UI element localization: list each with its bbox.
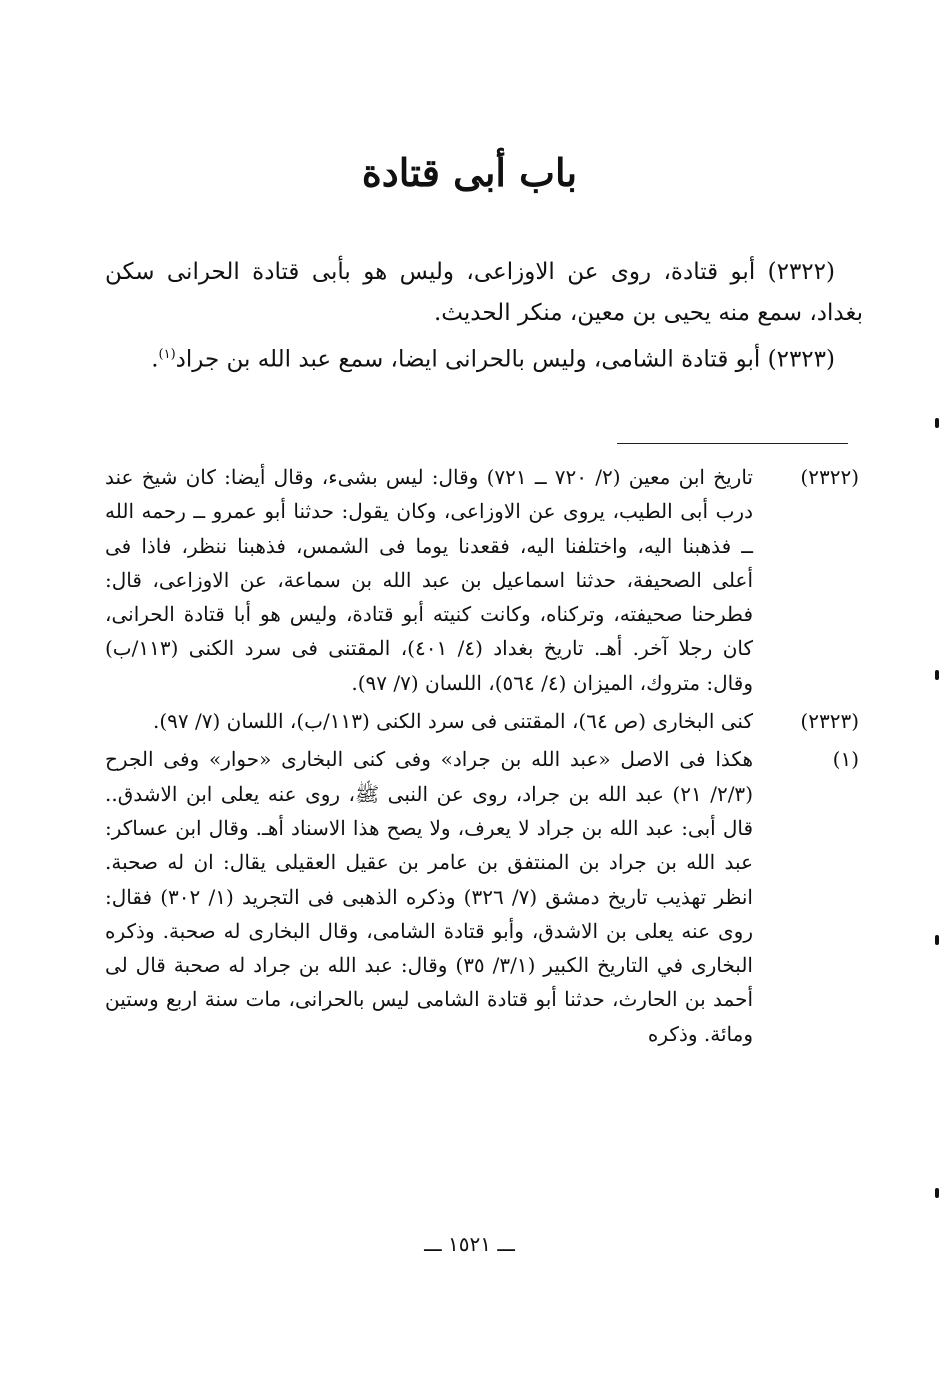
footnote-reference[interactable]: (١): [158, 347, 176, 362]
page-number: ـــ ١٥٢١ ـــ: [424, 1232, 515, 1256]
main-text: [105, 252, 863, 381]
footnote-1: [105, 742, 863, 1051]
scan-edge-mark: [935, 670, 939, 680]
page-title: باب أبى قتادة: [361, 150, 578, 195]
footnote-text: تاريخ ابن معين (٢/ ٧٢٠ ــ ٧٢١) وقال: ليس بشىء، وقال أيضا: كان شيخ عند درب أبى الطيب، يروى عن الاوزاعى، وكان يقول: حدثنا أبو عمرو ــ رحمه الله ــ فذهبنا اليه، واختلفنا اليه، فقعدنا يوما فى الشمس، فذهبنا ننظر، فاذا فى أعلى الصحيفة، حدثنا اسماعيل بن عبد الله بن سماعة، عن الاوزاعى، قال: فطرحنا صحيفته، وتركناه، وكانت كنيته أبو قتادة، وليس هو أبا قتادة الحرانى، كان رجلا آخر. أهـ. تاريخ بغداد (٤/ ٤٠١)، المقتنى فى سرد الكنى (١١٣/ب) وقال: متروك، الميزان (٤/ ٥٦٤)، اللسان (٧/ ٩٧).: [105, 465, 754, 695]
footnote-number: (١): [832, 747, 859, 772]
footnote-number: (٢٣٢٢): [800, 465, 859, 489]
footnote-text: كنى البخارى (ص ٦٤)، المقتنى فى سرد الكنى (١١٣/ب)، اللسان (٧/ ٩٧).: [152, 709, 753, 734]
footnote-2323: [105, 704, 863, 738]
scan-edge-mark: [935, 418, 939, 428]
entry-2323: [105, 334, 863, 381]
entry-2322: [105, 252, 863, 334]
scan-edge-mark: [935, 1188, 939, 1198]
entry-end: .: [151, 346, 159, 373]
footnote-number: (٢٣٢٣): [800, 709, 859, 734]
entry-text: (٢٣٢٢) أبو قتادة، روى عن الاوزاعى، وليس هو بأبى قتادة الحرانى سكن بغداد، سمع منه يحيى بن معين، منكر الحديث.: [105, 259, 863, 326]
footnote-separator: [617, 443, 848, 444]
footnote-text: هكذا فى الاصل «عبد الله بن جراد» وفى كنى البخارى «حوار» وفى الجرح (٢/٣/ ٢١) عبد الله بن جراد، روى عن النبى ﷺ، روى عنه يعلى ابن الاشدق.. قال أبى: عبد الله بن جراد لا يعرف، ولا يصح هذا الاسناد أهـ. وقال ابن عساكر: عبد الله بن جراد بن المنتفق بن عامر بن عقيل العقيلى يقال: ان له صحبة. انظر تهذيب تاريخ دمشق (٧/ ٣٢٦) وذكره الذهبى فى التجريد (١/ ٣٠٢) فقال: روى عنه يعلى بن الاشدق، وأبو قتادة الشامى، وقال البخارى له صحبة. وذكره البخارى في التاريخ الكبير (٣/١/ ٣٥) وقال: عبد الله بن جراد له صحبة قال لى أحمد بن الحارث، حدثنا أبو قتادة الشامى ليس بالحرانى، مات سنة اربع وستين ومائة. وذكره: [105, 747, 753, 1046]
entry-text: (٢٣٢٣) أبو قتادة الشامى، وليس بالحرانى ايضا، سمع عبد الله بن جراد: [175, 346, 835, 373]
footnote-2322: [105, 460, 863, 700]
footnotes: [105, 460, 863, 1055]
scan-edge-mark: [935, 935, 939, 945]
